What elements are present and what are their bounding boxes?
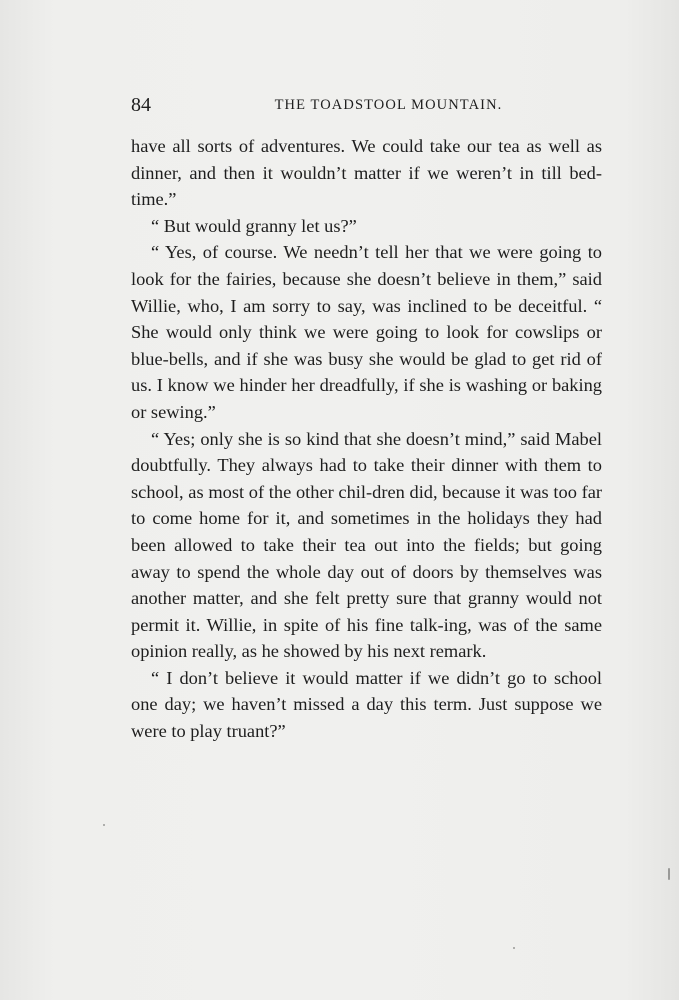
paper-speck — [103, 824, 105, 826]
paragraph: “ I don’t believe it would matter if we didn’t go to school one day; we haven’t missed a day this term. Just suppose we were to play truant?” — [131, 667, 602, 742]
body-text — [131, 133, 602, 745]
paragraph: “ Yes, of course. We needn’t tell her that we were going to look for the fairies, because she doesn’t believe in them,” said Willie, who, I am sorry to say, was inclined to be deceitful. “ She would only think we were going to look for cowslips or blue-bells, and if she was busy she would be glad to get rid of us. I know we hinder her dreadfully, if she is washing or baking or sewing.” — [131, 242, 602, 422]
paper-speck — [513, 947, 515, 949]
paragraph: have all sorts of adventures. We could take our tea as well as dinner, and then it wouldn’t matter if we weren’t in till bed-time.” — [131, 136, 602, 210]
paper-speck — [668, 868, 670, 880]
page-header — [131, 92, 602, 118]
page-number: 84 — [131, 94, 151, 116]
running-title: THE TOADSTOOL MOUNTAIN. — [274, 97, 503, 113]
paragraph: “ Yes; only she is so kind that she doesn’t mind,” said Mabel doubtfully. They always had to take their dinner with them to school, as most of the other chil-dren did, because it was too far to come home for it, and sometimes in the holidays they had been allowed to take their tea out into the fields; but going away to spend the whole day out of doors by themselves was another matter, and she felt pretty sure that granny would not permit it. Willie, in spite of his fine talk-ing, was of the same opinion really, as he showed by his next remark. — [131, 428, 602, 662]
paragraph: “ But would granny let us?” — [151, 215, 357, 236]
